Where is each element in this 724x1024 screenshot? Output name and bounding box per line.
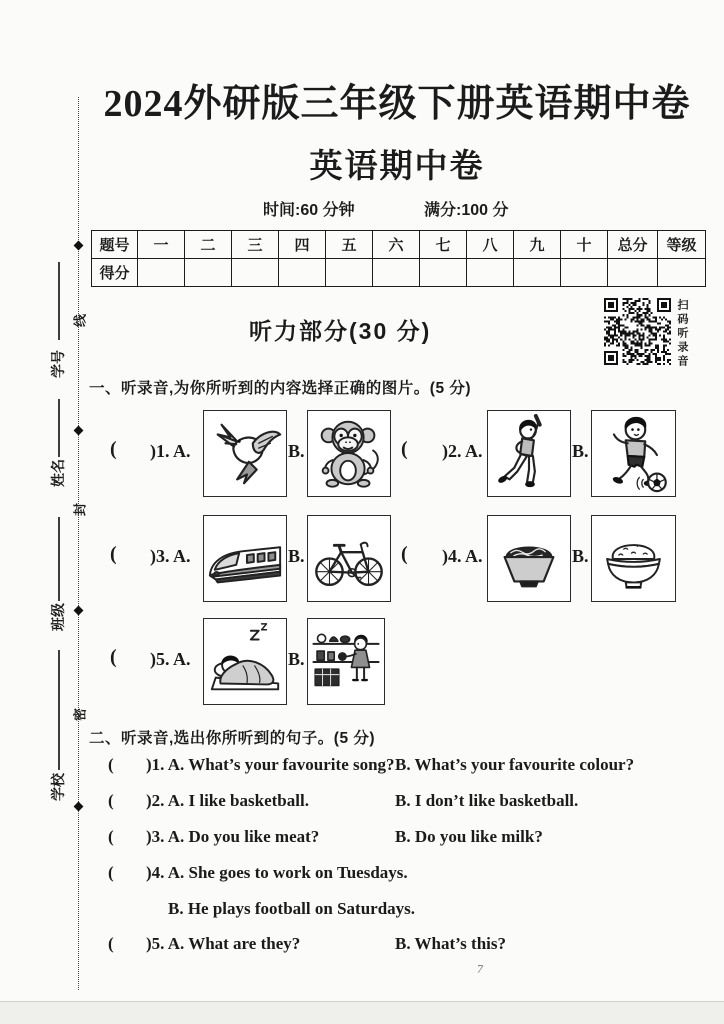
answer-paren: ( [401, 543, 408, 565]
option-b-text: B. What’s this? [395, 934, 506, 953]
score-header-cell: 六 [373, 231, 420, 259]
option-a-text: )5. A. What are they? [146, 934, 301, 953]
score-cell-empty [232, 259, 279, 287]
option-b-text: B. I don’t like basketball. [395, 791, 579, 810]
answer-paren: ( [108, 827, 114, 846]
option-b-label: B. [572, 546, 589, 566]
class-label: 班级 [50, 603, 66, 631]
page-title: 2024外研版三年级下册英语期中卷 [103, 83, 691, 125]
option-b-label: B. [288, 441, 305, 461]
answer-paren: ( [401, 438, 408, 460]
score-header-cell: 等级 [658, 231, 706, 259]
sentence-question-row-continued [0, 899, 724, 923]
score-cell-empty [138, 259, 185, 287]
time-label: 时间:60 分钟 [263, 202, 355, 219]
train-image [204, 516, 286, 601]
answer-paren: ( [110, 646, 117, 668]
page-subtitle: 英语期中卷 [309, 149, 485, 185]
sentence-question-row [0, 934, 724, 958]
answer-paren: ( [108, 755, 114, 774]
listening-section-title: 听力部分(30 分) [249, 318, 432, 344]
bicycle-image [308, 516, 390, 601]
score-cell-empty [514, 259, 561, 287]
seal-line-char: 线 [72, 314, 88, 328]
question-label: )1. A. [150, 441, 191, 461]
option-a-text: )3. A. Do you like meat? [146, 827, 320, 846]
noodles-bowl-image [488, 516, 570, 601]
part1-heading: 一、听录音,为你所听到的内容选择正确的图片。(5 分) [89, 380, 472, 397]
answer-paren: ( [110, 543, 117, 565]
sentence-question-row [0, 755, 724, 779]
bird-image [204, 411, 286, 496]
sentence-question-row [0, 791, 724, 815]
option-b-text: B. He plays football on Saturdays. [168, 899, 416, 918]
dancing-girl-image [488, 411, 570, 496]
answer-paren: ( [108, 863, 114, 882]
option-a-text: )1. A. What’s your favourite song? [146, 755, 395, 774]
monkey-image [308, 411, 390, 496]
option-b-text: B. What’s your favourite colour? [395, 755, 635, 774]
option-b-label: B. [288, 649, 305, 669]
score-cell-empty [608, 259, 658, 287]
score-cell-empty [279, 259, 326, 287]
score-header-cell: 二 [185, 231, 232, 259]
score-header-cell: 八 [467, 231, 514, 259]
name-label: 姓名 [50, 459, 66, 487]
score-header-cell: 九 [514, 231, 561, 259]
part2-heading: 二、听录音,选出你所听到的句子。(5 分) [89, 730, 376, 747]
option-a-picture-box [487, 515, 571, 602]
qr-caption: 扫码听录音 [676, 299, 688, 369]
page-number-mark: 7 [476, 961, 485, 977]
option-a-picture-box [203, 618, 287, 705]
score-cell-empty [326, 259, 373, 287]
option-a-text: )4. A. She goes to work on Tuesdays. [146, 863, 408, 882]
option-b-picture-box [591, 515, 676, 602]
answer-paren: ( [108, 934, 114, 953]
score-header-cell: 总分 [608, 231, 658, 259]
score-header-cell: 四 [279, 231, 326, 259]
option-b-picture-box [591, 410, 676, 497]
qr-code-icon [604, 298, 671, 365]
seal-line-char: 密 [72, 708, 88, 722]
score-row-label: 得分 [92, 259, 138, 287]
question-label: )3. A. [150, 546, 191, 566]
answer-paren: ( [110, 438, 117, 460]
sleeping-child-image [204, 619, 286, 704]
option-b-picture-box [307, 618, 385, 705]
student-number-label: 学号 [50, 350, 66, 378]
score-cell-empty [185, 259, 232, 287]
score-table [91, 230, 706, 287]
football-boy-image [592, 411, 675, 496]
score-header-cell: 题号 [92, 231, 138, 259]
picture-question-row [0, 515, 724, 602]
score-cell-empty [373, 259, 420, 287]
full-score-label: 满分:100 分 [424, 202, 509, 219]
score-header-cell: 三 [232, 231, 279, 259]
option-b-picture-box [307, 410, 391, 497]
sentence-question-row [0, 863, 724, 887]
option-a-picture-box [203, 410, 287, 497]
picture-question-row [0, 618, 724, 705]
option-a-picture-box [203, 515, 287, 602]
scan-background [0, 1002, 724, 1024]
option-b-picture-box [307, 515, 391, 602]
rice-bowl-image [592, 516, 675, 601]
option-b-label: B. [288, 546, 305, 566]
sentence-question-row [0, 827, 724, 851]
school-label: 学校 [50, 773, 66, 801]
score-cell-empty [561, 259, 608, 287]
question-label: )5. A. [150, 649, 191, 669]
question-label: )4. A. [442, 546, 483, 566]
option-a-picture-box [487, 410, 571, 497]
option-b-label: B. [572, 441, 589, 461]
option-a-text: )2. A. I like basketball. [146, 791, 309, 810]
score-table-score-row [92, 259, 706, 287]
answer-paren: ( [108, 791, 114, 810]
seal-line-char: 封 [72, 503, 88, 517]
score-cell-empty [467, 259, 514, 287]
score-header-cell: 五 [326, 231, 373, 259]
score-cell-empty [420, 259, 467, 287]
picture-question-row [0, 410, 724, 497]
score-table-header-row [92, 231, 706, 259]
score-header-cell: 十 [561, 231, 608, 259]
shopping-girl-image [308, 619, 384, 704]
score-cell-empty [658, 259, 706, 287]
student-number-blank [58, 262, 60, 340]
score-header-cell: 七 [420, 231, 467, 259]
question-label: )2. A. [442, 441, 483, 461]
option-b-text: B. Do you like milk? [395, 827, 543, 846]
score-header-cell: 一 [138, 231, 185, 259]
seal-diamond-marker [73, 606, 83, 616]
seal-diamond-marker [73, 241, 83, 251]
